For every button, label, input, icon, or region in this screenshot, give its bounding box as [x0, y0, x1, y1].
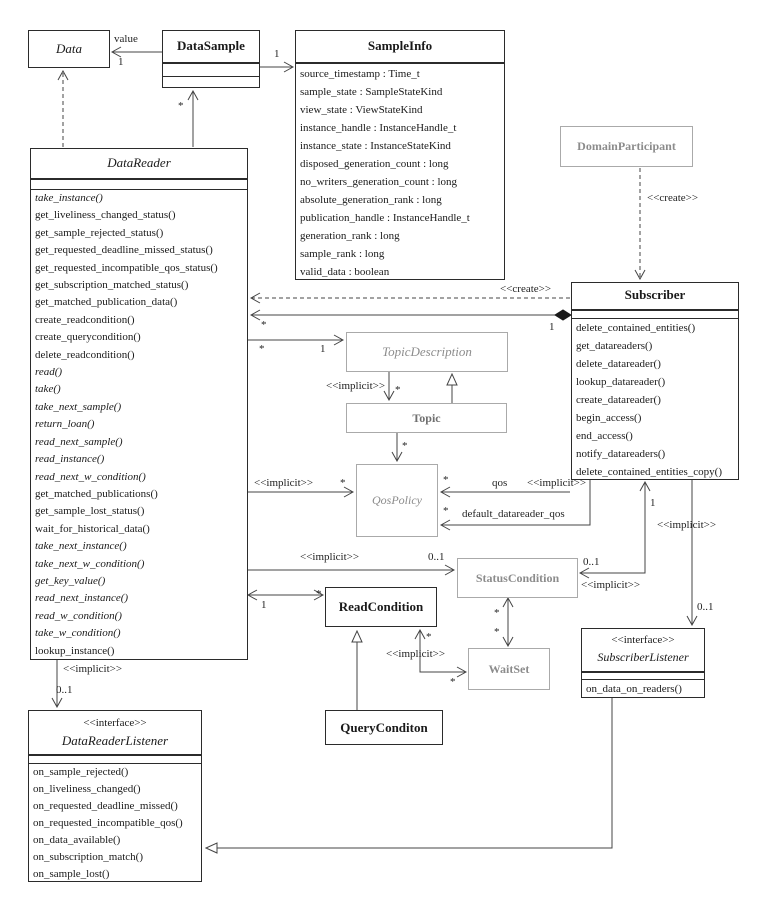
method: get_subscription_matched_status() [35, 279, 189, 292]
multiplicity-label: * [178, 100, 184, 112]
attribute: no_writers_generation_count : long [300, 176, 458, 188]
class-querycondition [325, 710, 443, 745]
multiplicity-label: 0..1 [697, 601, 714, 613]
attribute: disposed_generation_count : long [300, 158, 449, 170]
method: create_datareader() [576, 394, 661, 406]
method: delete_readcondition() [35, 348, 135, 361]
class-title: SampleInfo [296, 31, 504, 64]
multiplicity-label: 1 [261, 599, 267, 611]
multiplicity-label: 1 [274, 48, 280, 60]
method: get_liveliness_changed_status() [35, 209, 176, 222]
method: get_matched_publications() [35, 487, 158, 500]
attribute-list [296, 64, 504, 281]
class-datareader [30, 148, 248, 660]
attribute: instance_state : InstanceStateKind [300, 140, 451, 152]
method: get_key_value() [35, 574, 106, 587]
role-label-value: value [114, 33, 138, 45]
method: wait_for_historical_data() [35, 522, 150, 535]
method: take() [35, 383, 61, 396]
class-title: DataReader [31, 149, 247, 180]
empty-compartment [163, 64, 259, 77]
class-title: SubscriberListener [597, 650, 689, 664]
method: lookup_instance() [35, 644, 115, 657]
method: on_data_on_readers() [586, 683, 682, 695]
multiplicity-label: * [259, 343, 265, 355]
method: get_sample_lost_status() [35, 505, 145, 518]
class-qospolicy [356, 464, 438, 537]
method: take_next_sample() [35, 400, 122, 413]
method: begin_access() [576, 412, 642, 424]
method: on_subscription_match() [33, 851, 143, 863]
stereotype-implicit-label: <<implicit>> [386, 648, 446, 660]
empty-compartment [582, 673, 704, 680]
class-title: Subscriber [572, 283, 738, 311]
method: delete_datareader() [576, 358, 661, 370]
class-subscriber [571, 282, 739, 480]
method: read_w_condition() [35, 609, 122, 622]
class-datasample [162, 30, 260, 88]
method: on_requested_deadline_missed() [33, 800, 178, 812]
class-subscriberlistener [581, 628, 705, 698]
method: get_requested_deadline_missed_status() [35, 244, 213, 257]
class-sampleinfo [295, 30, 505, 280]
stereotype-implicit-label: <<implicit>> [657, 519, 717, 531]
class-title: QueryConditon [340, 720, 428, 735]
method: create_readcondition() [35, 313, 135, 326]
method: read_instance() [35, 453, 105, 466]
attribute: publication_handle : InstanceHandle_t [300, 212, 470, 224]
method: end_access() [576, 430, 633, 442]
stereotype-implicit-label: <<implicit>> [63, 663, 123, 675]
class-title: DataReaderListener [61, 733, 169, 748]
multiplicity-label: 1 [650, 497, 656, 509]
multiplicity-label: * [340, 477, 346, 489]
method: notify_datareaders() [576, 448, 666, 460]
empty-compartment [29, 756, 201, 764]
method-list [31, 190, 247, 660]
stereotype-label: <<interface>> [83, 717, 147, 729]
method: delete_contained_entities() [576, 322, 696, 334]
multiplicity-label: * [494, 607, 500, 619]
multiplicity-label: 0..1 [583, 556, 600, 568]
attribute: absolute_generation_rank : long [300, 194, 442, 206]
method: get_requested_incompatible_qos_status() [35, 261, 218, 274]
class-statuscondition [457, 558, 578, 598]
class-title: DataSample [163, 31, 259, 64]
method: read_next_w_condition() [35, 470, 146, 483]
class-topicdescription [346, 332, 508, 372]
method: read_next_sample() [35, 435, 123, 448]
multiplicity-label: * [426, 631, 432, 643]
method-list [29, 764, 201, 883]
attribute: sample_state : SampleStateKind [300, 86, 443, 98]
method: return_loan() [35, 418, 95, 431]
role-label-default-datareader-qos: default_datareader_qos [462, 508, 565, 520]
stereotype-create-label: <<create>> [647, 192, 699, 204]
class-header [29, 711, 201, 756]
class-title: DomainParticipant [577, 139, 676, 153]
class-waitset [468, 648, 550, 690]
multiplicity-label: 1 [549, 321, 555, 333]
multiplicity-label: * [316, 588, 322, 600]
method: create_querycondition() [35, 331, 141, 344]
method: on_data_available() [33, 834, 121, 846]
method-list [572, 319, 738, 481]
method: on_sample_lost() [33, 868, 110, 880]
class-title: StatusCondition [475, 571, 560, 585]
stereotype-implicit-label: <<implicit>> [254, 477, 314, 489]
stereotype-create-label: <<create>> [500, 283, 552, 295]
method: take_instance() [35, 192, 103, 204]
multiplicity-label: * [494, 626, 500, 638]
empty-compartment [163, 77, 259, 89]
stereotype-implicit-label: <<implicit>> [326, 380, 386, 392]
role-label-qos: qos [492, 477, 508, 489]
class-domainparticipant [560, 126, 693, 167]
class-title: TopicDescription [382, 344, 472, 359]
method: delete_contained_entities_copy() [576, 466, 722, 478]
empty-compartment [572, 311, 738, 319]
method: take_w_condition() [35, 627, 121, 640]
class-title: Data [56, 41, 82, 56]
method: get_datareaders() [576, 340, 653, 352]
attribute: generation_rank : long [300, 230, 400, 242]
method-list [582, 680, 704, 698]
class-data [28, 30, 110, 68]
method: read_next_instance() [35, 592, 129, 605]
method: get_sample_rejected_status() [35, 226, 164, 239]
class-title: WaitSet [488, 662, 530, 676]
multiplicity-label: * [395, 384, 401, 396]
multiplicity-label: 1 [118, 56, 124, 68]
method: take_next_w_condition() [35, 557, 145, 570]
attribute: valid_data : boolean [300, 266, 390, 278]
attribute: instance_handle : InstanceHandle_t [300, 122, 457, 134]
multiplicity-label: * [443, 474, 449, 486]
stereotype-implicit-label: <<implicit>> [527, 477, 587, 489]
multiplicity-label: 0..1 [56, 684, 73, 696]
class-readcondition [325, 587, 437, 627]
method: take_next_instance() [35, 540, 127, 553]
multiplicity-label: * [261, 319, 267, 331]
method: on_liveliness_changed() [33, 783, 141, 795]
method: get_matched_publication_data() [35, 296, 178, 309]
empty-compartment [31, 180, 247, 190]
class-title: ReadCondition [338, 599, 424, 614]
attribute: source_timestamp : Time_t [300, 68, 420, 80]
multiplicity-label: 1 [320, 343, 326, 355]
class-datareaderlistener [28, 710, 202, 882]
multiplicity-label: 0..1 [428, 551, 445, 563]
multiplicity-label: * [402, 440, 408, 452]
stereotype-implicit-label: <<implicit>> [581, 579, 641, 591]
class-title: QosPolicy [372, 493, 422, 507]
method: lookup_datareader() [576, 376, 666, 388]
method: on_requested_incompatible_qos() [33, 817, 183, 829]
attribute: sample_rank : long [300, 248, 385, 260]
class-header [582, 629, 704, 673]
method: on_sample_rejected() [33, 766, 129, 778]
composition-diamond [555, 310, 571, 320]
multiplicity-label: * [443, 505, 449, 517]
method: read() [35, 366, 63, 379]
attribute: view_state : ViewStateKind [300, 104, 423, 116]
stereotype-implicit-label: <<implicit>> [300, 551, 360, 563]
class-title: Topic [412, 411, 441, 425]
class-topic [346, 403, 507, 433]
stereotype-label: <<interface>> [611, 634, 675, 646]
multiplicity-label: * [450, 676, 456, 688]
